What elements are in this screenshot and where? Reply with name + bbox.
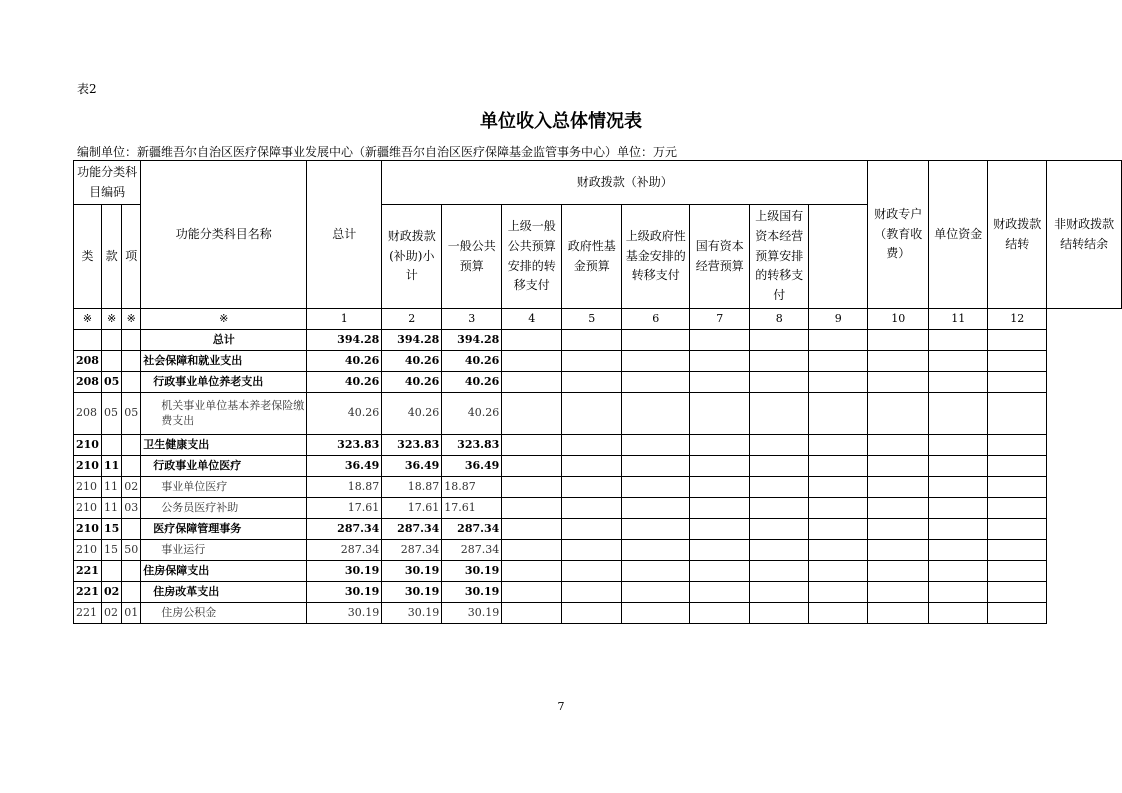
- empty-cell: [868, 561, 929, 582]
- total-cell: 40.26: [307, 393, 382, 435]
- empty-cell: [988, 582, 1047, 603]
- general-cell: 394.28: [442, 330, 502, 351]
- total-cell: 30.19: [307, 603, 382, 624]
- kuan-cell: 02: [101, 582, 121, 603]
- table-row: [74, 372, 1122, 393]
- total-cell: 323.83: [307, 435, 382, 456]
- empty-cell: [622, 456, 690, 477]
- kuan-cell: 05: [101, 393, 121, 435]
- kuan-cell: 05: [101, 372, 121, 393]
- empty-cell: [562, 330, 622, 351]
- empty-cell: [750, 519, 809, 540]
- total-cell: 40.26: [307, 351, 382, 372]
- total-cell: 36.49: [307, 456, 382, 477]
- name-cell: 住房公积金: [141, 603, 307, 624]
- upper-general-header: 上级一般公共预算安排的转移支付: [502, 205, 562, 309]
- empty-cell: [988, 330, 1047, 351]
- empty-cell: [562, 351, 622, 372]
- total-cell: 287.34: [307, 519, 382, 540]
- empty-cell: [868, 435, 929, 456]
- empty-cell: [562, 372, 622, 393]
- empty-cell: [750, 351, 809, 372]
- xiang-header: 项: [122, 205, 141, 309]
- subtotal-cell: 17.61: [382, 498, 442, 519]
- empty-cell: [690, 519, 750, 540]
- empty-cell: [562, 435, 622, 456]
- xiang-cell: [122, 456, 141, 477]
- gov-fund-header: 政府性基金预算: [562, 205, 622, 309]
- empty-cell: [562, 393, 622, 435]
- subtotal-cell: 40.26: [382, 351, 442, 372]
- empty-cell: [690, 435, 750, 456]
- upper-general-cell: [502, 561, 562, 582]
- subtotal-cell: 36.49: [382, 456, 442, 477]
- empty-cell: [562, 603, 622, 624]
- empty-cell: [988, 372, 1047, 393]
- empty-cell: [750, 456, 809, 477]
- general-cell: 323.83: [442, 435, 502, 456]
- index-cell: 8: [750, 309, 809, 330]
- empty-cell: [809, 498, 868, 519]
- kuan-cell: [101, 561, 121, 582]
- empty-cell: [750, 477, 809, 498]
- upper-general-cell: [502, 393, 562, 435]
- empty-cell: [562, 498, 622, 519]
- empty-cell: [690, 498, 750, 519]
- empty-cell: [809, 477, 868, 498]
- empty-cell: [809, 603, 868, 624]
- upper-general-cell: [502, 456, 562, 477]
- kuan-cell: 11: [101, 477, 121, 498]
- code-group-header: 功能分类科目编码: [74, 161, 141, 205]
- header-row-1: [74, 161, 1122, 205]
- general-cell: 17.61: [442, 498, 502, 519]
- empty-cell: [809, 540, 868, 561]
- fiscal-group-header: 财政拨款（补助）: [382, 161, 868, 205]
- empty-cell: [622, 519, 690, 540]
- lei-header: 类: [74, 205, 102, 309]
- general-cell: 40.26: [442, 351, 502, 372]
- empty-cell: [809, 582, 868, 603]
- empty-cell: [622, 582, 690, 603]
- empty-cell: [562, 540, 622, 561]
- subtotal-cell: 287.34: [382, 540, 442, 561]
- index-cell: 2: [382, 309, 442, 330]
- empty-cell: [750, 435, 809, 456]
- name-cell: 社会保障和就业支出: [141, 351, 307, 372]
- index-cell: 7: [690, 309, 750, 330]
- table-row: [74, 393, 1122, 435]
- empty-cell: [868, 372, 929, 393]
- empty-cell: [690, 477, 750, 498]
- empty-cell: [868, 582, 929, 603]
- empty-cell: [988, 540, 1047, 561]
- empty-cell: [562, 561, 622, 582]
- xiang-cell: [122, 372, 141, 393]
- name-cell: 住房保障支出: [141, 561, 307, 582]
- subtotal-cell: 287.34: [382, 519, 442, 540]
- upper-general-cell: [502, 372, 562, 393]
- index-cell: ※: [74, 309, 102, 330]
- index-cell: 10: [868, 309, 929, 330]
- total-header: 总计: [307, 161, 382, 309]
- empty-cell: [929, 372, 988, 393]
- empty-cell: [690, 561, 750, 582]
- kuan-cell: [101, 330, 121, 351]
- name-header: 功能分类科目名称: [141, 161, 307, 309]
- kuan-header: 款: [101, 205, 121, 309]
- empty-cell: [690, 603, 750, 624]
- general-cell: 36.49: [442, 456, 502, 477]
- empty-cell: [988, 561, 1047, 582]
- empty-cell: [868, 540, 929, 561]
- xiang-cell: [122, 519, 141, 540]
- empty-cell: [868, 519, 929, 540]
- total-cell: 18.87: [307, 477, 382, 498]
- kuan-cell: 11: [101, 456, 121, 477]
- empty-cell: [929, 477, 988, 498]
- empty-cell: [750, 498, 809, 519]
- empty-cell: [622, 393, 690, 435]
- upper-general-cell: [502, 477, 562, 498]
- subtotal-cell: 30.19: [382, 561, 442, 582]
- empty-cell: [809, 561, 868, 582]
- name-cell: 卫生健康支出: [141, 435, 307, 456]
- empty-cell: [622, 540, 690, 561]
- empty-cell: [988, 351, 1047, 372]
- empty-cell: [690, 540, 750, 561]
- empty-cell: [929, 603, 988, 624]
- name-cell: 医疗保障管理事务: [141, 519, 307, 540]
- kuan-cell: 11: [101, 498, 121, 519]
- table-row: [74, 519, 1122, 540]
- lei-cell: 210: [74, 435, 102, 456]
- subtotal-cell: 18.87: [382, 477, 442, 498]
- table-row: [74, 477, 1122, 498]
- index-cell: 12: [988, 309, 1047, 330]
- empty-cell: [929, 351, 988, 372]
- table-row: [74, 603, 1122, 624]
- subtotal-cell: 40.26: [382, 393, 442, 435]
- empty-cell: [988, 519, 1047, 540]
- unit-funds-header: 单位资金: [929, 161, 988, 309]
- empty-cell: [929, 519, 988, 540]
- lei-cell: [74, 330, 102, 351]
- lei-cell: 221: [74, 603, 102, 624]
- empty-cell: [809, 330, 868, 351]
- empty-cell: [929, 540, 988, 561]
- empty-cell: [750, 561, 809, 582]
- unit-line: 编制单位：新疆维吾尔自治区医疗保障事业发展中心（新疆维吾尔自治区医疗保障基金监管事务中心）单位：万元: [77, 145, 678, 159]
- upper-general-cell: [502, 582, 562, 603]
- general-cell: 30.19: [442, 561, 502, 582]
- total-cell: 40.26: [307, 372, 382, 393]
- subtotal-cell: 40.26: [382, 372, 442, 393]
- index-cell: 3: [442, 309, 502, 330]
- empty-cell: [809, 393, 868, 435]
- subtotal-cell: 323.83: [382, 435, 442, 456]
- total-cell: 30.19: [307, 561, 382, 582]
- xiang-cell: [122, 582, 141, 603]
- empty-cell: [622, 561, 690, 582]
- kuan-cell: 15: [101, 540, 121, 561]
- empty-cell: [929, 330, 988, 351]
- table-row: [74, 330, 1122, 351]
- name-cell: 事业运行: [141, 540, 307, 561]
- kuan-cell: [101, 435, 121, 456]
- lei-cell: 208: [74, 372, 102, 393]
- empty-cell: [562, 456, 622, 477]
- kuan-cell: [101, 351, 121, 372]
- total-cell: 287.34: [307, 540, 382, 561]
- xiang-cell: 05: [122, 393, 141, 435]
- upper-general-cell: [502, 519, 562, 540]
- general-cell: 287.34: [442, 519, 502, 540]
- empty-cell: [622, 435, 690, 456]
- empty-cell: [690, 393, 750, 435]
- lei-cell: 210: [74, 519, 102, 540]
- table-row: [74, 498, 1122, 519]
- xiang-cell: [122, 561, 141, 582]
- general-cell: 18.87: [442, 477, 502, 498]
- empty-cell: [750, 393, 809, 435]
- empty-cell: [929, 435, 988, 456]
- empty-cell: [690, 456, 750, 477]
- nonfiscal-carryover-header: 非财政拨款结转结余: [1047, 161, 1122, 309]
- general-cell: 40.26: [442, 393, 502, 435]
- general-budget-header: 一般公共预算: [442, 205, 502, 309]
- total-cell: 17.61: [307, 498, 382, 519]
- table-row: [74, 456, 1122, 477]
- name-cell: 事业单位医疗: [141, 477, 307, 498]
- xiang-cell: [122, 330, 141, 351]
- empty-cell: [988, 498, 1047, 519]
- upper-general-cell: [502, 351, 562, 372]
- kuan-cell: 15: [101, 519, 121, 540]
- xiang-cell: 01: [122, 603, 141, 624]
- lei-cell: 210: [74, 456, 102, 477]
- empty-cell: [690, 582, 750, 603]
- table-label: 表2: [77, 82, 97, 96]
- empty-cell: [988, 435, 1047, 456]
- empty-cell: [809, 351, 868, 372]
- lei-cell: 208: [74, 393, 102, 435]
- lei-cell: 210: [74, 477, 102, 498]
- empty-cell: [622, 477, 690, 498]
- lei-cell: 221: [74, 561, 102, 582]
- index-cell: 5: [562, 309, 622, 330]
- empty-cell: [562, 519, 622, 540]
- xiang-cell: [122, 435, 141, 456]
- lei-cell: 210: [74, 498, 102, 519]
- name-cell: 行政事业单位医疗: [141, 456, 307, 477]
- empty-cell: [562, 582, 622, 603]
- index-cell: 6: [622, 309, 690, 330]
- general-cell: 40.26: [442, 372, 502, 393]
- index-cell: ※: [122, 309, 141, 330]
- empty-cell: [868, 498, 929, 519]
- general-cell: 30.19: [442, 603, 502, 624]
- empty-cell: [622, 372, 690, 393]
- general-cell: 30.19: [442, 582, 502, 603]
- empty-cell: [750, 330, 809, 351]
- index-cell: 11: [929, 309, 988, 330]
- lei-cell: 210: [74, 540, 102, 561]
- empty-cell: [868, 330, 929, 351]
- name-cell: 公务员医疗补助: [141, 498, 307, 519]
- total-cell: 394.28: [307, 330, 382, 351]
- kuan-cell: 02: [101, 603, 121, 624]
- empty-cell: [562, 477, 622, 498]
- empty-cell: [622, 603, 690, 624]
- index-cell: 1: [307, 309, 382, 330]
- empty-cell: [868, 477, 929, 498]
- upper-state-capital-header: 上级国有资本经营预算安排的转移支付: [750, 205, 809, 309]
- upper-general-cell: [502, 540, 562, 561]
- empty-cell: [750, 372, 809, 393]
- subtotal-cell: 394.28: [382, 330, 442, 351]
- table-row: [74, 582, 1122, 603]
- xiang-cell: 02: [122, 477, 141, 498]
- xiang-cell: 50: [122, 540, 141, 561]
- name-cell: 总计: [141, 330, 307, 351]
- empty-cell: [809, 372, 868, 393]
- empty-cell: [690, 351, 750, 372]
- empty-cell: [988, 603, 1047, 624]
- general-cell: 287.34: [442, 540, 502, 561]
- index-cell: 9: [809, 309, 868, 330]
- empty-cell: [750, 603, 809, 624]
- empty-cell: [929, 456, 988, 477]
- empty-cell: [868, 456, 929, 477]
- index-cell: 4: [502, 309, 562, 330]
- empty-cell: [690, 330, 750, 351]
- index-cell: ※: [101, 309, 121, 330]
- empty-cell: [690, 372, 750, 393]
- carryover-header: 财政拨款结转: [988, 161, 1047, 309]
- upper-gov-fund-header: 上级政府性基金安排的转移支付: [622, 205, 690, 309]
- name-cell: 机关事业单位基本养老保险缴费支出: [141, 393, 307, 435]
- page-number: 7: [557, 700, 565, 713]
- name-cell: 住房改革支出: [141, 582, 307, 603]
- empty-cell: [622, 351, 690, 372]
- empty-cell: [929, 498, 988, 519]
- empty-cell: [809, 456, 868, 477]
- empty-cell: [868, 393, 929, 435]
- subtotal-cell: 30.19: [382, 603, 442, 624]
- empty-cell: [809, 435, 868, 456]
- empty-cell: [988, 456, 1047, 477]
- empty-cell: [622, 498, 690, 519]
- table-row: [74, 351, 1122, 372]
- lei-cell: 208: [74, 351, 102, 372]
- table-row: [74, 435, 1122, 456]
- empty-cell: [622, 330, 690, 351]
- name-cell: 行政事业单位养老支出: [141, 372, 307, 393]
- empty-cell: [750, 540, 809, 561]
- empty-cell: [988, 477, 1047, 498]
- upper-general-cell: [502, 330, 562, 351]
- lei-cell: 221: [74, 582, 102, 603]
- empty-cell: [929, 393, 988, 435]
- upper-general-cell: [502, 603, 562, 624]
- total-cell: 30.19: [307, 582, 382, 603]
- xiang-cell: [122, 351, 141, 372]
- special-header: 财政专户（教育收费）: [868, 161, 929, 309]
- income-summary-table: [73, 160, 1122, 624]
- state-capital-header: 国有资本经营预算: [690, 205, 750, 309]
- index-cell: ※: [141, 309, 307, 330]
- upper-general-cell: [502, 498, 562, 519]
- table-row: [74, 561, 1122, 582]
- document-title: 单位收入总体情况表: [480, 111, 642, 132]
- empty-cell: [868, 603, 929, 624]
- column-index-row: [74, 309, 1122, 330]
- empty-cell: [929, 561, 988, 582]
- empty-cell: [929, 582, 988, 603]
- subtotal-cell: 30.19: [382, 582, 442, 603]
- upper-general-cell: [502, 435, 562, 456]
- empty-cell: [750, 582, 809, 603]
- empty-cell: [809, 519, 868, 540]
- empty-cell: [988, 393, 1047, 435]
- empty-cell: [868, 351, 929, 372]
- table-row: [74, 540, 1122, 561]
- fiscal-subtotal-header: 财政拨款(补助)小计: [382, 205, 442, 309]
- xiang-cell: 03: [122, 498, 141, 519]
